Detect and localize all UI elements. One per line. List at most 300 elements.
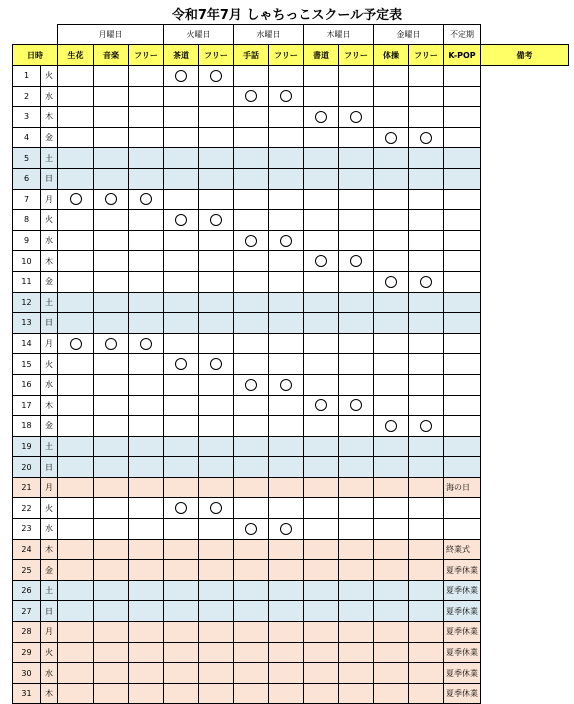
class-cell: [339, 292, 374, 313]
class-cell: [339, 127, 374, 148]
circle-mark-icon: [245, 379, 257, 391]
circle-mark-icon: [385, 276, 397, 288]
class-cell: [94, 66, 129, 87]
day-number: 3: [13, 107, 41, 128]
circle-mark-icon: [210, 214, 222, 226]
class-cell: [58, 560, 94, 581]
class-cell: [129, 477, 164, 498]
class-cell: [164, 251, 199, 272]
day-number: 23: [13, 519, 41, 540]
weekday: 土: [41, 436, 58, 457]
class-cell: [199, 519, 234, 540]
class-cell: [94, 477, 129, 498]
class-cell: [129, 416, 164, 437]
class-cell: [164, 189, 199, 210]
class-cell: [409, 313, 444, 334]
class-cell: [164, 374, 199, 395]
class-cell: [199, 539, 234, 560]
day-number: 29: [13, 642, 41, 663]
class-cell: [339, 210, 374, 231]
day-row: [13, 354, 569, 375]
header-free-wed: フリー: [269, 45, 304, 66]
note-cell: [444, 436, 481, 457]
class-cell: [269, 436, 304, 457]
class-cell: [374, 519, 409, 540]
class-cell: [199, 292, 234, 313]
class-cell: [409, 127, 444, 148]
circle-mark-icon: [315, 255, 327, 267]
class-cell: [129, 66, 164, 87]
class-cell: [374, 210, 409, 231]
day-row: [13, 622, 569, 643]
class-cell: [374, 292, 409, 313]
class-cell: [374, 560, 409, 581]
day-number: 22: [13, 498, 41, 519]
class-cell: [199, 498, 234, 519]
class-cell: [234, 642, 269, 663]
circle-mark-icon: [350, 111, 362, 123]
header-free-fri: フリー: [409, 45, 444, 66]
day-row: [13, 436, 569, 457]
circle-mark-icon: [245, 90, 257, 102]
class-cell: [199, 683, 234, 704]
day-row: [13, 66, 569, 87]
group-wednesday: 水曜日: [234, 25, 304, 45]
class-cell: [374, 251, 409, 272]
class-cell: [58, 251, 94, 272]
header-free-mon: フリー: [129, 45, 164, 66]
class-cell: [129, 230, 164, 251]
header-notes: 備考: [481, 45, 569, 66]
day-number: 20: [13, 457, 41, 478]
class-cell: [234, 580, 269, 601]
day-row: [13, 560, 569, 581]
day-number: 5: [13, 148, 41, 169]
note-cell: [444, 457, 481, 478]
class-cell: [304, 374, 339, 395]
circle-mark-icon: [175, 70, 187, 82]
class-cell: [129, 395, 164, 416]
day-row: [13, 457, 569, 478]
weekday: 水: [41, 663, 58, 684]
class-cell: [58, 354, 94, 375]
note-cell: [444, 292, 481, 313]
class-cell: [58, 519, 94, 540]
day-number: 6: [13, 168, 41, 189]
day-number: 17: [13, 395, 41, 416]
circle-mark-icon: [350, 399, 362, 411]
class-cell: [304, 127, 339, 148]
class-cell: [164, 416, 199, 437]
note-cell: [444, 66, 481, 87]
class-cell: [409, 683, 444, 704]
class-cell: [129, 107, 164, 128]
class-cell: [304, 292, 339, 313]
class-cell: [234, 416, 269, 437]
class-cell: [339, 271, 374, 292]
class-cell: [409, 519, 444, 540]
note-cell: 夏季休業: [444, 560, 481, 581]
weekday: 火: [41, 642, 58, 663]
note-cell: [444, 374, 481, 395]
class-cell: [234, 210, 269, 231]
class-cell: [164, 333, 199, 354]
class-cell: [199, 601, 234, 622]
class-cell: [58, 663, 94, 684]
header-free-tue: フリー: [199, 45, 234, 66]
weekday: 日: [41, 168, 58, 189]
class-cell: [234, 395, 269, 416]
class-cell: [234, 148, 269, 169]
class-cell: [164, 210, 199, 231]
class-cell: [374, 580, 409, 601]
class-cell: [374, 230, 409, 251]
class-cell: [58, 539, 94, 560]
column-header-row: [13, 45, 569, 66]
class-cell: [129, 354, 164, 375]
class-cell: [374, 416, 409, 437]
weekday: 水: [41, 374, 58, 395]
class-cell: [409, 457, 444, 478]
class-cell: [339, 374, 374, 395]
class-cell: [164, 642, 199, 663]
class-cell: [374, 148, 409, 169]
day-number: 30: [13, 663, 41, 684]
class-cell: [234, 189, 269, 210]
class-cell: [374, 622, 409, 643]
class-cell: [304, 148, 339, 169]
class-cell: [129, 498, 164, 519]
class-cell: [234, 498, 269, 519]
note-cell: [444, 230, 481, 251]
class-cell: [304, 251, 339, 272]
weekday: 土: [41, 148, 58, 169]
day-row: [13, 395, 569, 416]
class-cell: [374, 189, 409, 210]
class-cell: [58, 601, 94, 622]
class-cell: [374, 66, 409, 87]
class-cell: [129, 251, 164, 272]
group-thursday: 木曜日: [304, 25, 374, 45]
page-title: 令和7年7月 しゃちっこスクール予定表: [171, 8, 403, 23]
class-cell: [339, 519, 374, 540]
class-cell: [269, 271, 304, 292]
class-cell: [164, 477, 199, 498]
weekday: 火: [41, 354, 58, 375]
class-cell: [304, 601, 339, 622]
weekday: 月: [41, 333, 58, 354]
day-number: 19: [13, 436, 41, 457]
class-cell: [94, 498, 129, 519]
class-cell: [129, 580, 164, 601]
class-cell: [409, 168, 444, 189]
class-cell: [409, 477, 444, 498]
class-cell: [58, 333, 94, 354]
circle-mark-icon: [420, 132, 432, 144]
class-cell: [339, 663, 374, 684]
group-irregular: 不定期: [444, 25, 481, 45]
weekday: 火: [41, 66, 58, 87]
weekday: 金: [41, 127, 58, 148]
class-cell: [129, 127, 164, 148]
class-cell: [58, 189, 94, 210]
weekday: 水: [41, 86, 58, 107]
class-cell: [304, 189, 339, 210]
weekday: 月: [41, 477, 58, 498]
day-number: 31: [13, 683, 41, 704]
class-cell: [339, 107, 374, 128]
note-cell: [444, 354, 481, 375]
day-row: [13, 601, 569, 622]
class-cell: [374, 127, 409, 148]
day-row: [13, 580, 569, 601]
note-cell: 海の日: [444, 477, 481, 498]
class-cell: [94, 333, 129, 354]
class-cell: [304, 271, 339, 292]
class-cell: [304, 210, 339, 231]
class-cell: [164, 601, 199, 622]
day-row: [13, 416, 569, 437]
day-number: 27: [13, 601, 41, 622]
note-cell: [444, 251, 481, 272]
group-monday: 月曜日: [58, 25, 164, 45]
class-cell: [339, 86, 374, 107]
class-cell: [129, 333, 164, 354]
class-cell: [269, 601, 304, 622]
day-row: [13, 210, 569, 231]
class-cell: [234, 519, 269, 540]
class-cell: [234, 539, 269, 560]
weekday: 木: [41, 539, 58, 560]
note-cell: [444, 86, 481, 107]
class-cell: [304, 313, 339, 334]
class-cell: [234, 107, 269, 128]
weekday: 木: [41, 395, 58, 416]
class-cell: [234, 477, 269, 498]
class-cell: [269, 642, 304, 663]
class-cell: [339, 313, 374, 334]
class-cell: [374, 683, 409, 704]
circle-mark-icon: [280, 523, 292, 535]
class-cell: [199, 66, 234, 87]
class-cell: [269, 210, 304, 231]
day-row: [13, 683, 569, 704]
day-row: [13, 333, 569, 354]
class-cell: [409, 580, 444, 601]
day-row: [13, 477, 569, 498]
class-cell: [164, 148, 199, 169]
header-tea: 茶道: [164, 45, 199, 66]
class-cell: [129, 292, 164, 313]
class-cell: [234, 86, 269, 107]
class-cell: [339, 168, 374, 189]
class-cell: [269, 477, 304, 498]
class-cell: [304, 560, 339, 581]
day-row: [13, 539, 569, 560]
class-cell: [129, 560, 164, 581]
class-cell: [129, 457, 164, 478]
class-cell: [374, 395, 409, 416]
class-cell: [199, 642, 234, 663]
class-cell: [269, 148, 304, 169]
class-cell: [339, 416, 374, 437]
class-cell: [304, 107, 339, 128]
weekday: 火: [41, 498, 58, 519]
header-calligraphy: 書道: [304, 45, 339, 66]
day-number: 18: [13, 416, 41, 437]
class-cell: [374, 168, 409, 189]
day-row: [13, 127, 569, 148]
note-cell: [444, 210, 481, 231]
class-cell: [339, 683, 374, 704]
class-cell: [164, 395, 199, 416]
class-cell: [199, 189, 234, 210]
class-cell: [199, 210, 234, 231]
header-datetime: 日時: [13, 45, 58, 66]
class-cell: [129, 86, 164, 107]
class-cell: [304, 333, 339, 354]
class-cell: [269, 416, 304, 437]
class-cell: [58, 148, 94, 169]
day-number: 26: [13, 580, 41, 601]
circle-mark-icon: [280, 90, 292, 102]
class-cell: [304, 663, 339, 684]
class-cell: [304, 477, 339, 498]
class-cell: [164, 230, 199, 251]
class-cell: [164, 313, 199, 334]
day-number: 10: [13, 251, 41, 272]
class-cell: [58, 107, 94, 128]
class-cell: [374, 107, 409, 128]
class-cell: [164, 560, 199, 581]
header-sign-language: 手話: [234, 45, 269, 66]
circle-mark-icon: [385, 132, 397, 144]
weekday: 土: [41, 580, 58, 601]
class-cell: [94, 354, 129, 375]
day-row: [13, 189, 569, 210]
class-cell: [374, 457, 409, 478]
class-cell: [409, 498, 444, 519]
class-cell: [269, 66, 304, 87]
class-cell: [164, 498, 199, 519]
class-cell: [409, 642, 444, 663]
class-cell: [129, 519, 164, 540]
class-cell: [199, 86, 234, 107]
class-cell: [409, 107, 444, 128]
class-cell: [269, 374, 304, 395]
day-number: 1: [13, 66, 41, 87]
class-cell: [199, 395, 234, 416]
class-cell: [58, 457, 94, 478]
class-cell: [374, 313, 409, 334]
class-cell: [199, 580, 234, 601]
class-cell: [199, 251, 234, 272]
class-cell: [234, 436, 269, 457]
class-cell: [94, 519, 129, 540]
class-cell: [164, 457, 199, 478]
class-cell: [374, 642, 409, 663]
day-number: 28: [13, 622, 41, 643]
class-cell: [269, 683, 304, 704]
class-cell: [58, 580, 94, 601]
weekday: 土: [41, 292, 58, 313]
class-cell: [339, 560, 374, 581]
class-cell: [129, 663, 164, 684]
class-cell: [199, 271, 234, 292]
class-cell: [304, 539, 339, 560]
class-cell: [234, 354, 269, 375]
class-cell: [58, 642, 94, 663]
class-cell: [374, 271, 409, 292]
class-cell: [269, 313, 304, 334]
class-cell: [94, 313, 129, 334]
note-cell: 夏季休業: [444, 683, 481, 704]
class-cell: [409, 374, 444, 395]
class-cell: [199, 416, 234, 437]
class-cell: [304, 66, 339, 87]
class-cell: [129, 189, 164, 210]
class-cell: [234, 683, 269, 704]
day-row: [13, 292, 569, 313]
day-row: [13, 168, 569, 189]
class-cell: [129, 683, 164, 704]
class-cell: [234, 333, 269, 354]
class-cell: [129, 148, 164, 169]
class-cell: [374, 86, 409, 107]
class-cell: [199, 663, 234, 684]
class-cell: [339, 436, 374, 457]
class-cell: [58, 374, 94, 395]
header-music: 音楽: [94, 45, 129, 66]
class-cell: [94, 86, 129, 107]
class-cell: [199, 457, 234, 478]
class-cell: [269, 86, 304, 107]
weekday: 月: [41, 622, 58, 643]
class-cell: [94, 663, 129, 684]
day-number: 11: [13, 271, 41, 292]
class-cell: [374, 374, 409, 395]
class-cell: [94, 416, 129, 437]
class-cell: [234, 127, 269, 148]
class-cell: [164, 436, 199, 457]
class-cell: [58, 168, 94, 189]
day-number: 13: [13, 313, 41, 334]
day-number: 2: [13, 86, 41, 107]
class-cell: [304, 436, 339, 457]
note-cell: [444, 107, 481, 128]
class-cell: [339, 189, 374, 210]
circle-mark-icon: [385, 420, 397, 432]
schedule-table: [12, 24, 569, 704]
class-cell: [269, 498, 304, 519]
class-cell: [409, 66, 444, 87]
class-cell: [339, 642, 374, 663]
class-cell: [304, 168, 339, 189]
class-cell: [304, 395, 339, 416]
class-cell: [58, 271, 94, 292]
class-cell: [129, 601, 164, 622]
weekday: 日: [41, 601, 58, 622]
class-cell: [58, 230, 94, 251]
class-cell: [269, 580, 304, 601]
class-cell: [234, 66, 269, 87]
circle-mark-icon: [420, 276, 432, 288]
class-cell: [94, 168, 129, 189]
note-cell: 夏季休業: [444, 601, 481, 622]
circle-mark-icon: [315, 111, 327, 123]
class-cell: [164, 519, 199, 540]
class-cell: [339, 148, 374, 169]
